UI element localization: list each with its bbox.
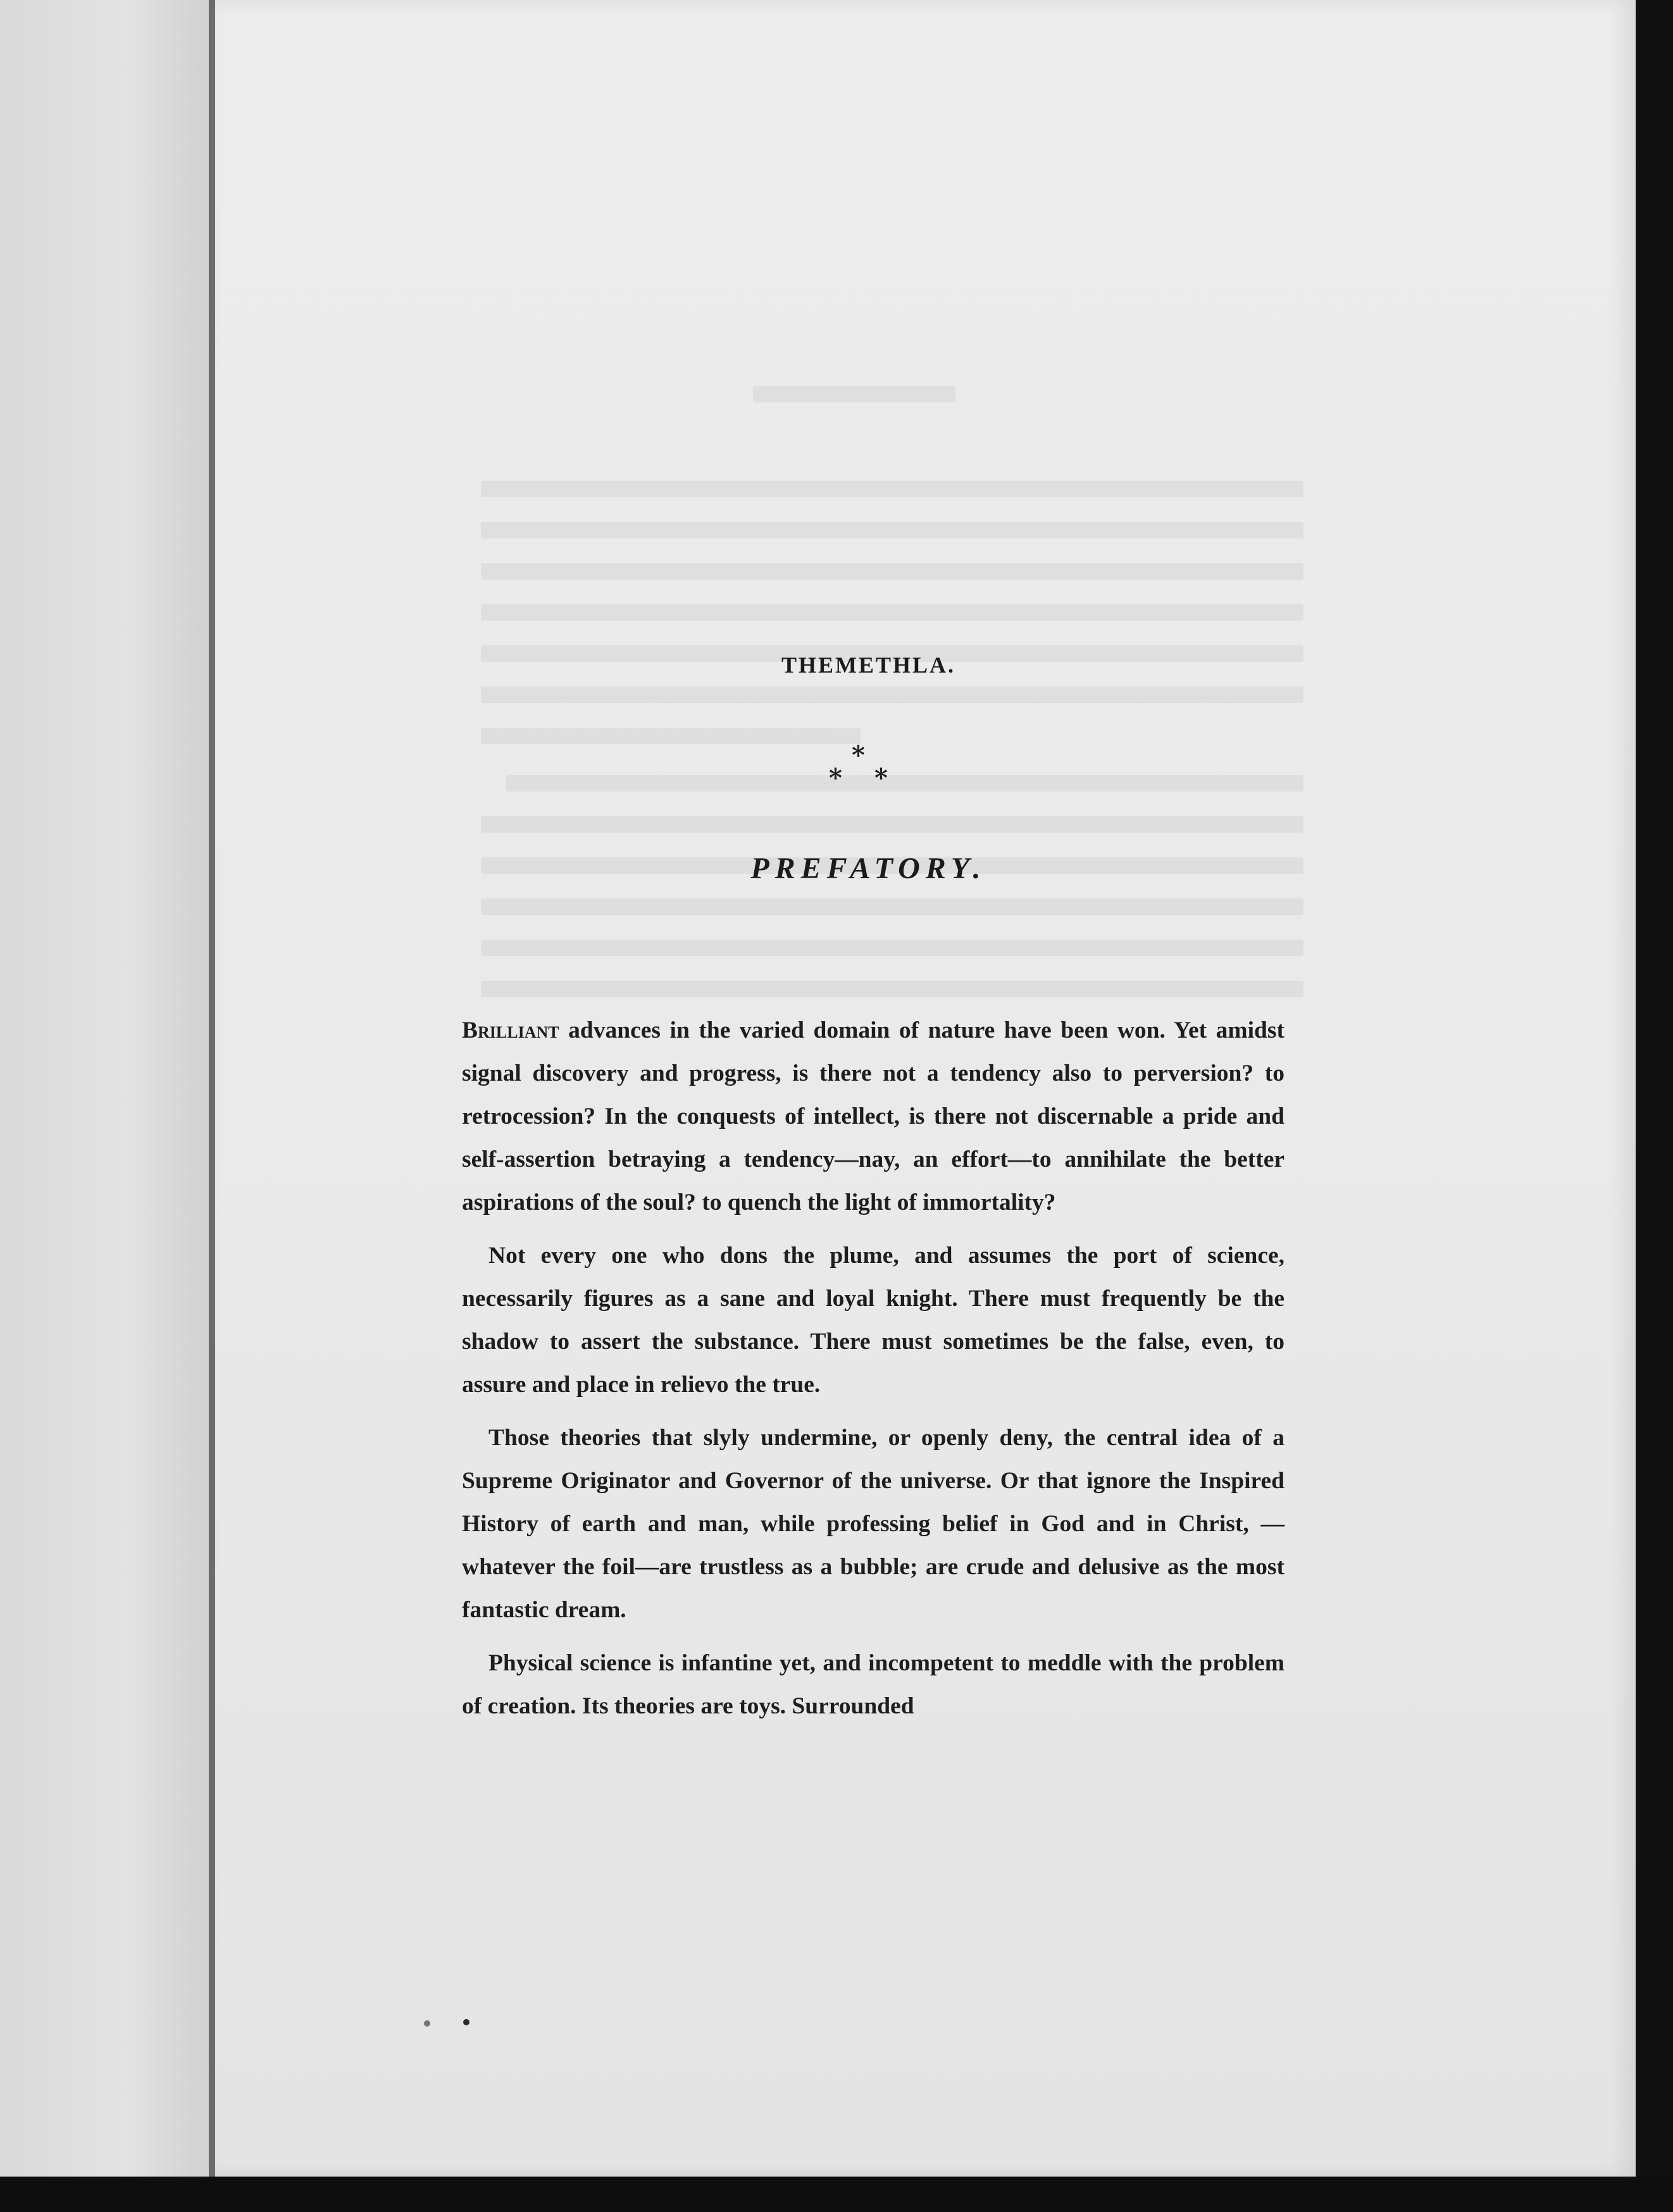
- body-text: [462, 1009, 1284, 1738]
- facing-page-edge: [0, 0, 215, 2177]
- scan-border-bottom: [0, 2177, 1673, 2212]
- asterism-star: *: [829, 763, 842, 793]
- paragraph: Not every one who dons the plume, and assumes the port of science, necessarily figures as a sane and loyal knight. There must frequently be the shadow to assert the substance. There must sometimes be the false, even, to assure and place in relievo the true.: [462, 1243, 1284, 1398]
- paragraph-lead-word: Brilliant: [462, 1017, 559, 1043]
- paragraph: Physical science is infantine yet, and incompetent to meddle with the problem of creation. Its theories are toys. Surrounded: [462, 1650, 1284, 1719]
- section-heading: PREFATORY.: [750, 852, 986, 885]
- asterism-ornament: [829, 740, 905, 791]
- paragraph: [462, 1009, 1284, 1224]
- book-page: [215, 0, 1636, 2177]
- paragraph: Those theories that slyly undermine, or openly deny, the central idea of a Supreme Originator and Governor of the universe. Or that ignore the Inspired History of earth and man, while professing belief in God and in Christ, — whatever the foil—are trustless as a bubble; are crude and delusive as the most fantastic dream.: [462, 1425, 1284, 1623]
- running-title: THEMETHLA.: [781, 652, 956, 678]
- binding-gutter: [209, 0, 215, 2177]
- paragraph-text: advances in the varied domain of nature have been won. Yet amidst signal discovery and progress, is there not a tendency also to perversion? to retrocession? In the conquests of intellect, is there not discernable a pride and self-assertion betraying a tendency—nay, an effort—to annihilate the better aspirations of the soul? to quench the light of immortality?: [462, 1017, 1284, 1215]
- asterism-star: *: [874, 763, 888, 793]
- page-content: [215, 0, 1636, 2177]
- ink-specks: [424, 2015, 487, 2034]
- asterism-star: *: [852, 740, 865, 770]
- scan-border-right: [1636, 0, 1673, 2212]
